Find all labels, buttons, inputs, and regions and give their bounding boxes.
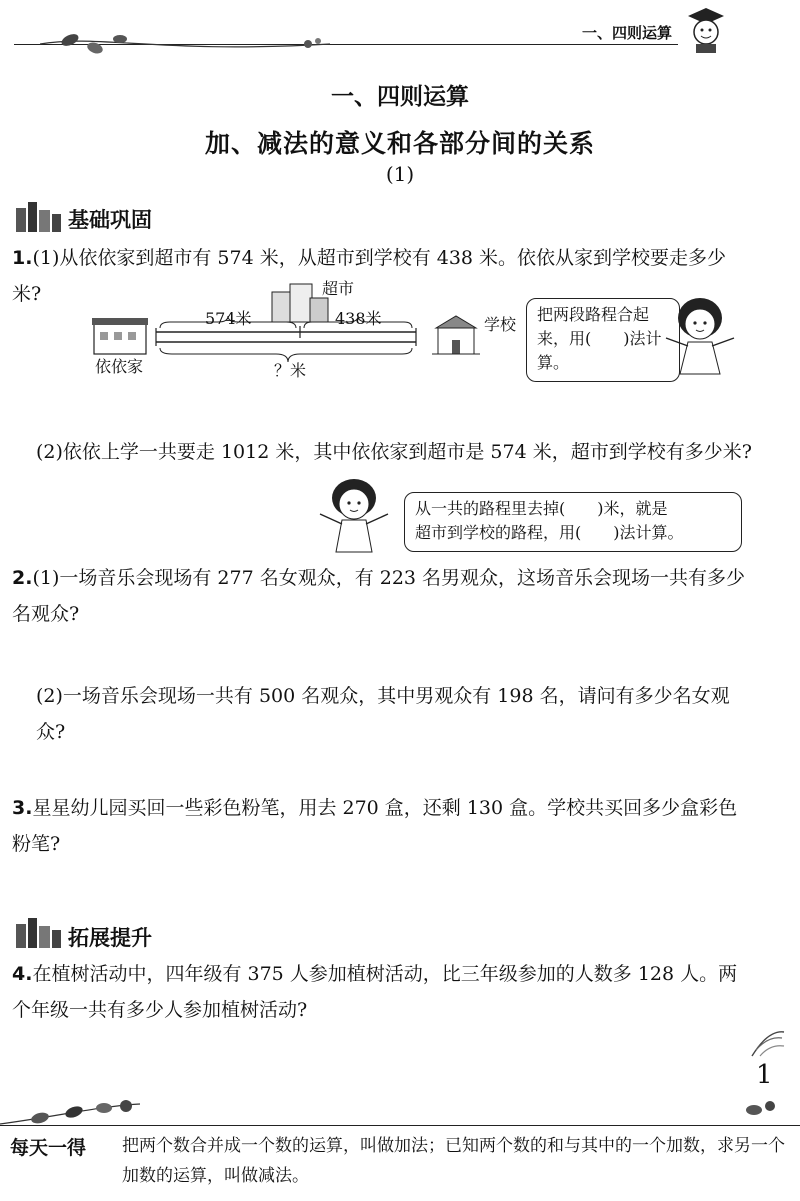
vine-decoration-icon xyxy=(40,30,340,58)
school-icon xyxy=(430,314,482,356)
hint-line-1: 从一共的路程里去掉( )米，就是 xyxy=(415,499,668,518)
section-extend: 拓展提升 xyxy=(68,926,152,950)
hint-bubble-2 xyxy=(404,492,742,552)
segment-2-length: 438米 xyxy=(335,309,382,328)
question-text: (1)一场音乐会现场有 277 名女观众，有 223 名男观众，这场音乐会现场一共有多少名观众? xyxy=(12,567,746,625)
question-4 xyxy=(12,956,752,1028)
question-2-part-2: (2)一场音乐会现场一共有 500 名观众，其中男观众有 198 名，请问有多少名女观众? xyxy=(36,685,730,743)
supermarket-icon xyxy=(272,284,328,322)
question-1-part-2: (2)依依上学一共要走 1012 米，其中依依家到超市是 574 米，超市到学校有多少米? xyxy=(36,441,752,463)
question-3 xyxy=(12,790,752,862)
question-text: (1)从依依家到超市有 574 米，从超市到学校有 438 米。依依从家到学校要走多少米? xyxy=(12,247,727,305)
footer-rule xyxy=(0,1125,800,1126)
books-icon xyxy=(14,198,64,234)
hint-line-2: 超市到学校的路程，用( )法计算。 xyxy=(415,523,684,542)
graduate-mascot-icon xyxy=(682,4,730,54)
books-icon-2 xyxy=(14,914,64,950)
question-text: 在植树活动中，四年级有 375 人参加植树活动，比三年级参加的人数多 128 人。两个年级一共有多少人参加植树活动? xyxy=(12,963,738,1021)
page-number: 1 xyxy=(756,1060,773,1090)
segment-1-length: 574米 xyxy=(205,309,252,328)
home-label: 依依家 xyxy=(95,357,144,376)
question-2-part-1 xyxy=(12,560,752,632)
footer-vine-icon xyxy=(0,1096,800,1126)
question-number: 4. xyxy=(12,963,33,985)
lesson-title: 加、减法的意义和各部分间的关系 xyxy=(204,129,595,158)
section-basic: 基础巩固 xyxy=(68,208,152,232)
school-label: 学校 xyxy=(484,315,517,334)
girl-character-2-icon xyxy=(314,474,394,554)
supermarket-label: 超市 xyxy=(322,279,355,298)
footer-text: 把两个数合并成一个数的运算，叫做加法；已知两个数的和与其中的一个加数，求另一个加数的运算，叫做减法。 xyxy=(122,1136,785,1186)
question-number: 2. xyxy=(12,567,33,589)
chapter-title: 一、四则运算 xyxy=(331,84,469,110)
corner-leaf-icon xyxy=(748,1026,788,1060)
lesson-number: (1) xyxy=(385,162,415,186)
house-icon xyxy=(92,318,148,354)
question-text: 星星幼儿园买回一些彩色粉笔，用去 270 盒，还剩 130 盒。学校共买回多少盒彩色粉笔? xyxy=(12,797,738,855)
hint-bubble-1: 把两段路程合起来，用( )法计算。 xyxy=(526,298,680,382)
footer-label: 每天一得 xyxy=(10,1137,87,1159)
question-number: 1. xyxy=(12,247,33,269)
question-number: 3. xyxy=(12,797,33,819)
total-length: ？米 xyxy=(274,361,307,380)
running-header: 一、四则运算 xyxy=(581,24,672,42)
girl-character-icon xyxy=(660,290,740,378)
